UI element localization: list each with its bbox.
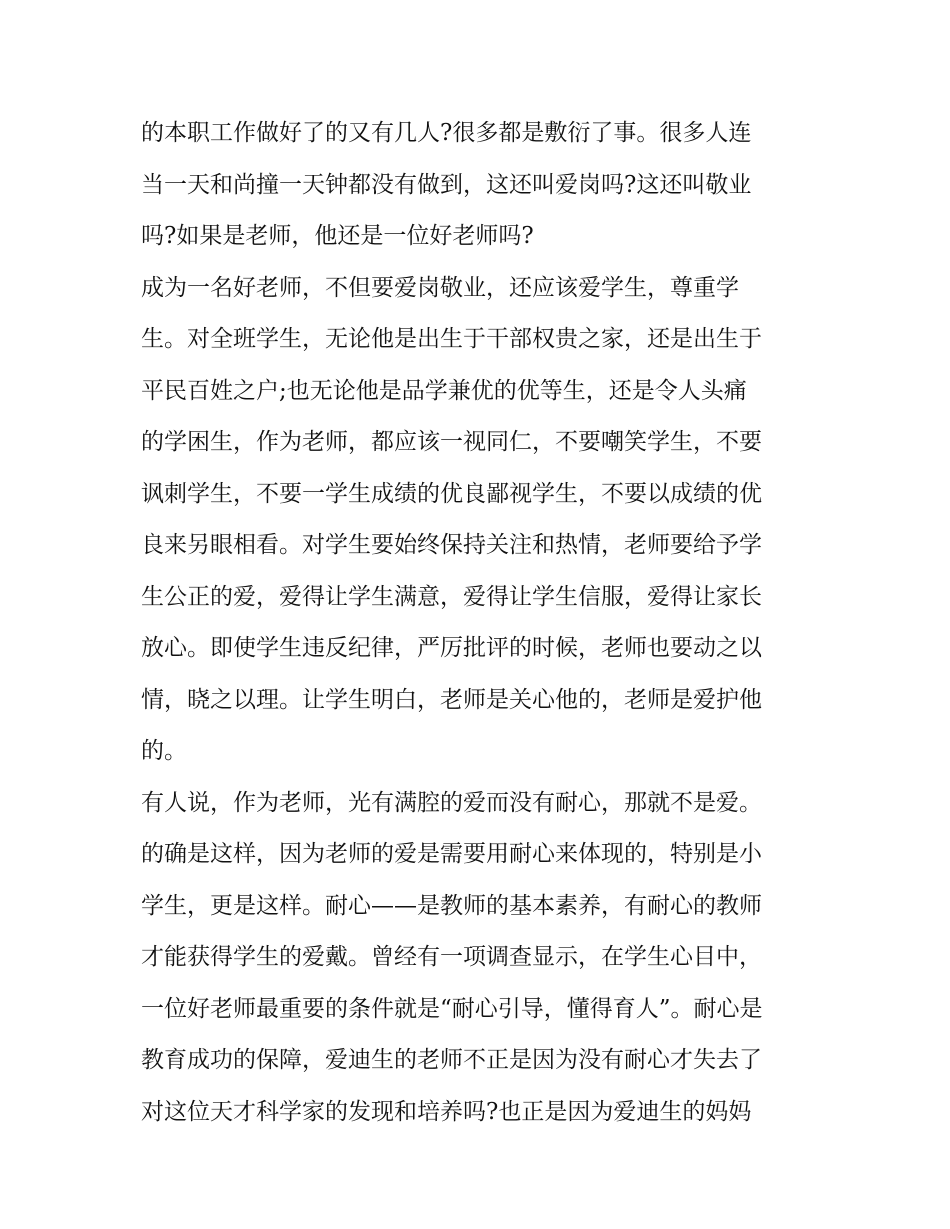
body-text xyxy=(141,108,821,1138)
text-line: 的本职工作做好了的又有几人?很多都是敷衍了事。很多人连 xyxy=(141,120,752,146)
text-line: 生公正的爱，爱得让学生满意，爱得让学生信服，爱得让家长 xyxy=(141,583,762,610)
text-line: 的。 xyxy=(141,738,187,764)
text-line: 有人说，作为老师，光有满腔的爱而没有耐心，那就不是爱。 xyxy=(141,789,762,816)
text-line: 的学困生，作为老师，都应该一视同仁，不要嘲笑学生，不要 xyxy=(141,429,762,455)
text-line: 平民百姓之户;也无论他是品学兼优的优等生，还是令人头痛 xyxy=(141,377,747,404)
text-line: 对这位天才科学家的发现和培养吗?也正是因为爱迪生的妈妈 xyxy=(141,1098,752,1125)
text-line: 才能获得学生的爱戴。曾经有一项调查显示，在学生心目中， xyxy=(141,944,762,970)
text-line: 教育成功的保障，爱迪生的老师不正是因为没有耐心才失去了 xyxy=(141,1047,762,1073)
text-line: 放心。即使学生违反纪律，严厉批评的时候，老师也要动之以 xyxy=(141,635,762,661)
text-line: 一位好老师最重要的条件就是“耐心引导，懂得育人”。耐心是 xyxy=(141,995,763,1022)
text-line: 当一天和尚撞一天钟都没有做到，这还叫爱岗吗?这还叫敬业 xyxy=(141,171,752,198)
text-line: 生。对全班学生，无论他是出生于干部权贵之家，还是出生于 xyxy=(141,326,762,352)
text-line: 良来另眼相看。对学生要始终保持关注和热情，老师要给予学 xyxy=(141,532,762,558)
text-line: 讽刺学生，不要一学生成绩的优良鄙视学生，不要以成绩的优 xyxy=(141,480,762,507)
text-line: 情，晓之以理。让学生明白，老师是关心他的，老师是爱护他 xyxy=(141,686,762,713)
text-line: 的确是这样，因为老师的爱是需要用耐心来体现的，特别是小 xyxy=(141,841,762,867)
text-line: 成为一名好老师，不但要爱岗敬业，还应该爱学生，尊重学 xyxy=(141,274,739,301)
text-line: 学生，更是这样。耐心——是教师的基本素养，有耐心的教师 xyxy=(141,892,762,919)
text-line: 吗?如果是老师，他还是一位好老师吗? xyxy=(141,223,534,249)
